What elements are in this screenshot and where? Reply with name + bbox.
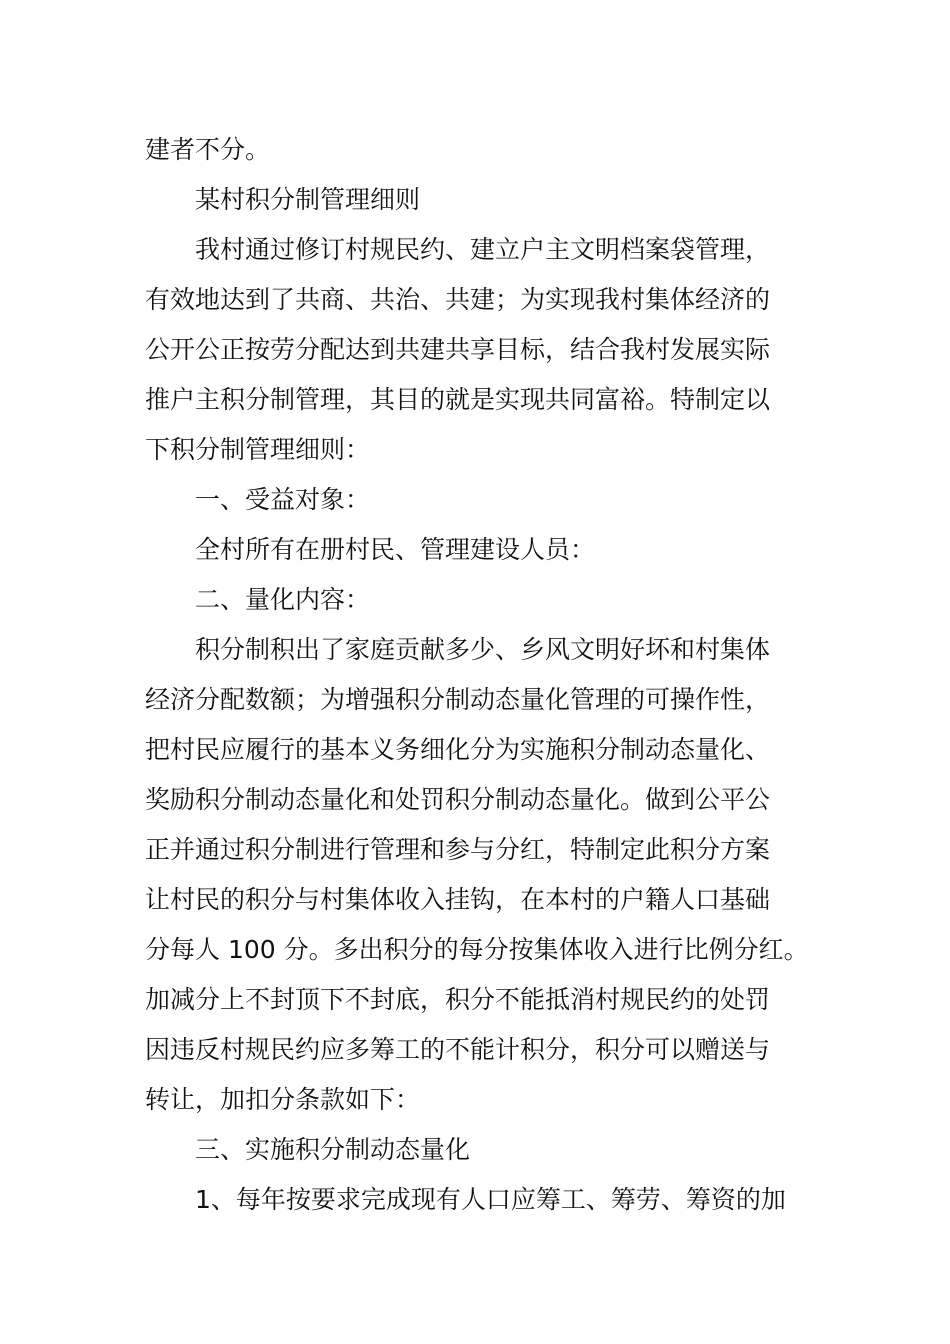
text-line-6: 推户主积分制管理，其目的就是实现共同富裕。特制定以 bbox=[145, 385, 771, 414]
heading-implementation: 三、实施积分制动态量化 bbox=[195, 1135, 471, 1164]
text-line-1: 建者不分。 bbox=[145, 135, 271, 164]
text-line-7: 下积分制管理细则： bbox=[145, 435, 371, 464]
text-line-17: 分每人 100 分。多出积分的每分按集体收入进行比例分红。 bbox=[145, 935, 809, 964]
text-line-11: 积分制积出了家庭贡献多少、乡风文明好坏和村集体 bbox=[195, 635, 771, 664]
text-line-12: 经济分配数额；为增强积分制动态量化管理的可操作性， bbox=[145, 685, 771, 714]
text-line-3: 我村通过修订村规民约、建立户主文明档案袋管理， bbox=[195, 235, 771, 264]
text-line-19: 因违反村规民约应多筹工的不能计积分，积分可以赠送与 bbox=[145, 1035, 771, 1064]
text-line-9: 全村所有在册村民、管理建设人员： bbox=[195, 535, 596, 564]
text-line-20: 转让，加扣分条款如下： bbox=[145, 1085, 421, 1114]
heading-quantification: 二、量化内容： bbox=[195, 585, 371, 614]
text-line-5: 公开公正按劳分配达到共建共享目标，结合我村发展实际 bbox=[145, 335, 771, 364]
text-line-22: 1、每年按要求完成现有人口应筹工、筹劳、筹资的加 bbox=[195, 1185, 786, 1214]
text-line-18: 加减分上不封顶下不封底，积分不能抵消村规民约的处罚 bbox=[145, 985, 771, 1014]
section-title: 某村积分制管理细则 bbox=[195, 185, 421, 214]
text-line-16: 让村民的积分与村集体收入挂钩，在本村的户籍人口基础 bbox=[145, 885, 771, 914]
text-line-4: 有效地达到了共商、共治、共建；为实现我村集体经济的 bbox=[145, 285, 771, 314]
text-line-13: 把村民应履行的基本义务细化分为实施积分制动态量化、 bbox=[145, 735, 771, 764]
text-line-14: 奖励积分制动态量化和处罚积分制动态量化。做到公平公 bbox=[145, 785, 771, 814]
text-line-15: 正并通过积分制进行管理和参与分红，特制定此积分方案 bbox=[145, 835, 771, 864]
heading-beneficiaries: 一、受益对象： bbox=[195, 485, 371, 514]
